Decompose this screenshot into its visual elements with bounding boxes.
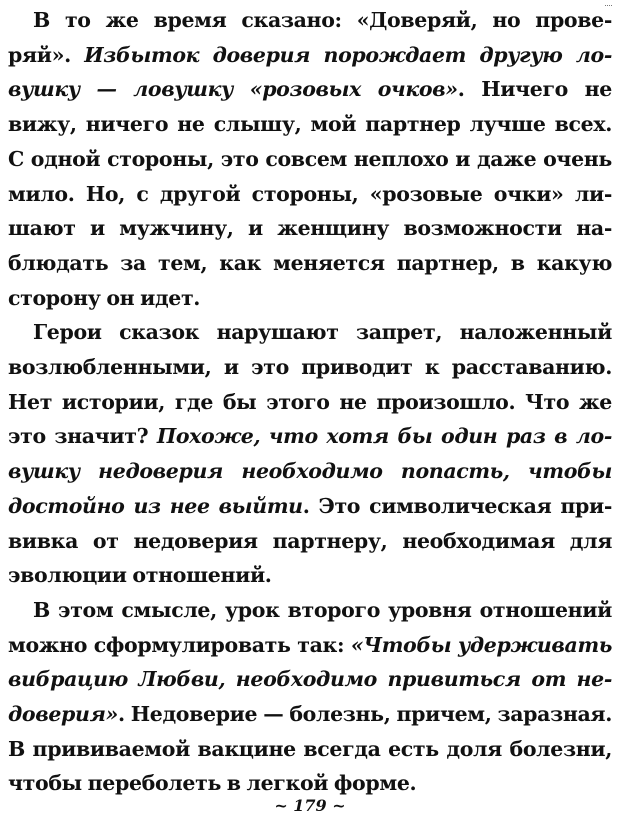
text-segment: блюдать за тем, как меняется партнер, в какую xyxy=(8,250,612,275)
text-line xyxy=(8,698,612,730)
text-line xyxy=(33,594,612,626)
text-line xyxy=(8,386,612,418)
text-segment: В прививаемой вакцине всегда есть доля болезни, xyxy=(8,736,612,761)
text-segment: В этом смысле, урок второго уровня отношений xyxy=(33,597,612,622)
page-number: ~ 179 ~ xyxy=(274,796,346,815)
italic-text-segment: достойно из нее выйти xyxy=(8,493,303,518)
italic-text-segment: «Чтобы удерживать xyxy=(350,632,612,657)
text-segment: В то же время сказано: «Доверяй, но прове- xyxy=(33,8,612,32)
text-line xyxy=(33,4,612,36)
italic-text-segment: Похоже, что хотя бы один раз в ло- xyxy=(156,424,612,449)
text-segment: можно сформулировать так: xyxy=(8,632,351,657)
text-segment: С одной стороны, это совсем неплохо и даже очень xyxy=(8,146,612,171)
text-segment: эволюции отношений. xyxy=(8,563,272,588)
text-line xyxy=(8,420,612,452)
text-line xyxy=(8,629,612,661)
text-line xyxy=(8,108,612,140)
text-segment: мило. Но, с другой стороны, «розовые очки» ли- xyxy=(8,181,612,206)
text-segment: вивка от недоверия партнеру, необходимая для xyxy=(8,528,612,553)
text-segment: . Ничего не xyxy=(457,77,612,102)
text-line xyxy=(8,212,612,244)
text-line xyxy=(33,316,612,348)
italic-text-segment: вушку — ловушку «розовых очков» xyxy=(8,77,458,102)
italic-text-segment: доверия» xyxy=(8,702,119,726)
text-segment: это значит? xyxy=(8,424,157,449)
text-segment: Нет истории, где бы этого не произошло. Что же xyxy=(8,389,612,414)
text-segment: чтобы переболеть в легкой форме. xyxy=(8,771,417,796)
text-line xyxy=(8,73,612,105)
text-line xyxy=(8,282,612,314)
text-line xyxy=(8,663,612,695)
text-line xyxy=(8,247,612,279)
text-segment: вижу, ничего не слышу, мой партнер лучше всех. xyxy=(8,112,612,137)
text-segment: Герои сказок нарушают запрет, наложенный xyxy=(33,320,612,345)
text-line xyxy=(8,490,612,522)
text-line xyxy=(8,559,612,591)
text-segment: сторону он идет. xyxy=(8,285,201,310)
text-line xyxy=(8,39,612,71)
text-segment: шают и мужчину, и женщину возможности на- xyxy=(8,216,612,241)
italic-text-segment: вибрацию Любви, необходимо привиться от не- xyxy=(8,667,612,692)
text-segment: . Недоверие — болезнь, причем, заразная. xyxy=(118,702,612,726)
text-line xyxy=(8,351,612,383)
text-segment: ряй». xyxy=(8,42,85,67)
text-segment: возлюбленными, и это приводит к расставанию. xyxy=(8,355,612,379)
text-line xyxy=(8,178,612,210)
italic-text-segment: вушку недоверия необходимо попасть, чтобы xyxy=(8,459,612,484)
text-line xyxy=(8,733,612,765)
text-line xyxy=(8,525,612,557)
text-line xyxy=(8,143,612,175)
text-line xyxy=(8,455,612,487)
italic-text-segment: Избыток доверия порождает другую ло- xyxy=(84,42,612,67)
text-segment: . Это символическая при- xyxy=(302,493,613,518)
